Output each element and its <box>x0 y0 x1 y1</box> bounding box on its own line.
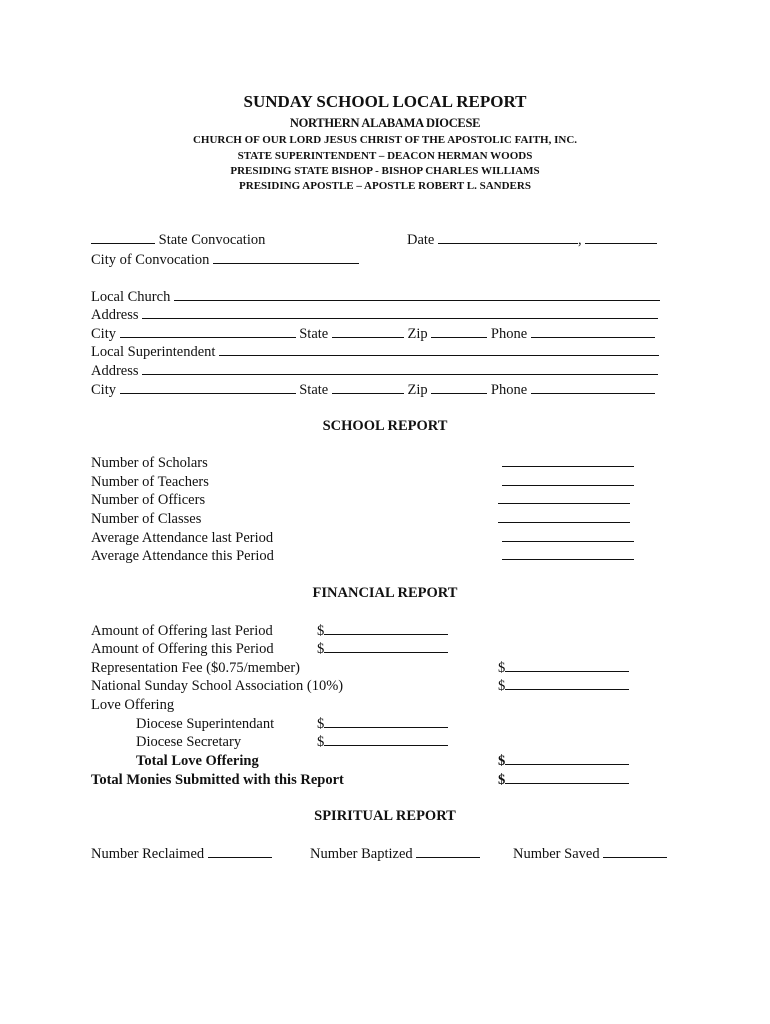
superintendent-address-field[interactable] <box>142 362 658 375</box>
teachers-row <box>502 473 634 491</box>
city-row-2 <box>91 381 655 399</box>
city-label: City <box>91 326 116 342</box>
diocese-superintendant-label: Diocese Superintendant <box>136 716 275 732</box>
local-church-row <box>91 288 660 306</box>
date-separator: , <box>578 232 582 248</box>
officers-row <box>498 491 630 509</box>
dollar-sign: $ <box>498 660 506 676</box>
dollar-sign: $ <box>317 623 325 639</box>
national-association-field[interactable] <box>505 677 629 690</box>
diocese-secretary-label: Diocese Secretary <box>136 734 242 750</box>
reclaimed-field[interactable] <box>208 845 272 858</box>
scholars-row <box>502 454 634 472</box>
spiritual-report-heading: SPIRITUAL REPORT <box>314 808 456 824</box>
local-superintendent-field[interactable] <box>219 343 659 356</box>
city-field[interactable] <box>120 325 296 338</box>
state-label: State <box>299 326 329 342</box>
superintendent-state-label: State <box>299 382 329 398</box>
date-row <box>407 231 657 249</box>
year-field[interactable] <box>585 231 657 244</box>
zip-label: Zip <box>407 326 428 342</box>
local-church-label: Local Church <box>91 289 171 305</box>
date-label: Date <box>407 232 435 248</box>
diocese-superintendant-row <box>317 715 448 733</box>
dollar-sign: $ <box>317 734 325 750</box>
baptized-label: Number Baptized <box>310 846 413 862</box>
local-superintendent-label: Local Superintendent <box>91 344 216 360</box>
dollar-sign: $ <box>498 678 506 694</box>
state-superintendent-line: STATE SUPERINTENDENT – DEACON HERMAN WOODS <box>237 150 533 162</box>
total-love-offering-field[interactable] <box>505 752 629 765</box>
love-offering-label: Love Offering <box>91 697 175 713</box>
total-love-offering-row <box>498 752 629 770</box>
reclaimed-row <box>91 845 272 863</box>
national-association-label: National Sunday School Association (10%) <box>91 678 344 694</box>
superintendent-phone-field[interactable] <box>531 381 655 394</box>
superintendent-zip-field[interactable] <box>431 381 487 394</box>
superintendent-address-label: Address <box>91 363 139 379</box>
scholars-field[interactable] <box>502 454 634 467</box>
representation-fee-field[interactable] <box>505 659 629 672</box>
diocese-secretary-row <box>317 733 448 751</box>
superintendent-state-field[interactable] <box>332 381 404 394</box>
dollar-sign: $ <box>498 772 506 788</box>
total-monies-field[interactable] <box>505 771 629 784</box>
scholars-label: Number of Scholars <box>91 455 208 471</box>
classes-label: Number of Classes <box>91 511 202 527</box>
offering-this-field[interactable] <box>324 640 448 653</box>
representation-fee-label: Representation Fee ($0.75/member) <box>91 660 300 676</box>
address-row-1 <box>91 306 658 324</box>
saved-field[interactable] <box>603 845 667 858</box>
attendance-last-label: Average Attendance last Period <box>91 530 274 546</box>
dollar-sign: $ <box>317 641 325 657</box>
city-row-1 <box>91 325 655 343</box>
local-superintendent-row <box>91 343 659 361</box>
attendance-this-field[interactable] <box>502 547 634 560</box>
total-monies-row <box>498 771 629 789</box>
state-field[interactable] <box>332 325 404 338</box>
address-field[interactable] <box>142 306 658 319</box>
teachers-label: Number of Teachers <box>91 474 209 490</box>
offering-last-label: Amount of Offering last Period <box>91 623 273 639</box>
zip-field[interactable] <box>431 325 487 338</box>
dollar-sign: $ <box>498 753 506 769</box>
state-convocation-field[interactable] <box>91 231 155 244</box>
diocese-secretary-field[interactable] <box>324 733 448 746</box>
city-of-convocation-field[interactable] <box>213 251 359 264</box>
presiding-apostle-line: PRESIDING APOSTLE – APOSTLE ROBERT L. SANDERS <box>239 180 531 192</box>
diocese-name: NORTHERN ALABAMA DIOCESE <box>289 116 481 130</box>
date-field[interactable] <box>438 231 578 244</box>
baptized-field[interactable] <box>416 845 480 858</box>
baptized-row <box>310 845 480 863</box>
phone-label: Phone <box>490 326 528 342</box>
report-title: SUNDAY SCHOOL LOCAL REPORT <box>243 92 527 111</box>
state-convocation-label: State Convocation <box>158 232 266 248</box>
address-row-2 <box>91 362 658 380</box>
teachers-field[interactable] <box>502 473 634 486</box>
total-monies-label: Total Monies Submitted with this Report <box>91 772 344 788</box>
officers-field[interactable] <box>498 491 630 504</box>
offering-this-label: Amount of Offering this Period <box>91 641 274 657</box>
saved-row <box>513 845 667 863</box>
representation-fee-row <box>498 659 629 677</box>
classes-field[interactable] <box>498 510 630 523</box>
state-convocation-row <box>91 231 265 249</box>
offering-last-row <box>317 622 448 640</box>
presiding-bishop-line: PRESIDING STATE BISHOP - BISHOP CHARLES WILLIAMS <box>230 165 540 177</box>
school-report-heading: SCHOOL REPORT <box>322 418 448 434</box>
superintendent-city-label: City <box>91 382 116 398</box>
superintendent-zip-label: Zip <box>407 382 428 398</box>
saved-label: Number Saved <box>513 846 600 862</box>
diocese-superintendant-field[interactable] <box>324 715 448 728</box>
offering-last-field[interactable] <box>324 622 448 635</box>
attendance-last-row <box>502 529 634 547</box>
offering-this-row <box>317 640 448 658</box>
city-of-convocation-label: City of Convocation <box>91 252 210 268</box>
superintendent-city-field[interactable] <box>120 381 296 394</box>
financial-report-heading: FINANCIAL REPORT <box>312 585 458 601</box>
reclaimed-label: Number Reclaimed <box>91 846 205 862</box>
officers-label: Number of Officers <box>91 492 206 508</box>
local-church-field[interactable] <box>174 288 660 301</box>
address-label: Address <box>91 307 139 323</box>
attendance-last-field[interactable] <box>502 529 634 542</box>
attendance-this-row <box>502 547 634 565</box>
dollar-sign: $ <box>317 716 325 732</box>
classes-row <box>498 510 630 528</box>
city-of-convocation-row <box>91 251 359 269</box>
attendance-this-label: Average Attendance this Period <box>91 548 274 564</box>
phone-field[interactable] <box>531 325 655 338</box>
total-love-offering-label: Total Love Offering <box>136 753 259 769</box>
superintendent-phone-label: Phone <box>490 382 528 398</box>
church-name: CHURCH OF OUR LORD JESUS CHRIST OF THE APOSTOLIC FAITH, INC. <box>192 134 578 146</box>
national-association-row <box>498 677 629 695</box>
